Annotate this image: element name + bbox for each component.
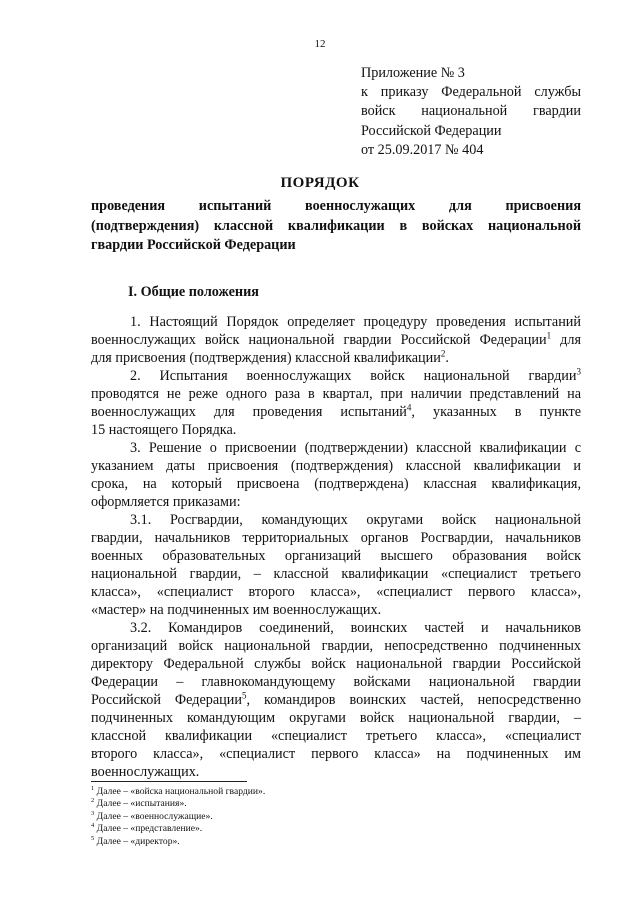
paragraph-3-line: 3. Решение о присвоении (подтверждении) классной квалификации с (130, 440, 581, 456)
footnote: $^3$ Далее – «военнослужащие». (91, 809, 213, 822)
subtitle-line: (подтверждения) классной квалификации в войсках национальной (91, 217, 581, 234)
appendix-line: Российской Федерации (361, 122, 502, 139)
document-subtitle (91, 197, 581, 256)
paragraph-2-line: 2. Испытания военнослужащих войск национальной гвардии$^3$ (130, 367, 581, 384)
footnote-separator (91, 781, 247, 782)
footnote: $^4$ Далее – «представление». (91, 822, 203, 835)
page-number: 12 (314, 38, 326, 50)
paragraph-3-line: указанием даты присвоения (подтверждения) классной квалификации и (91, 458, 581, 474)
subtitle-line: гвардии Российской Федерации (91, 237, 296, 253)
document-title: ПОРЯДОК (280, 175, 360, 191)
appendix-line: Приложение № 3 (361, 65, 465, 81)
footnote-ref: 2 (440, 349, 446, 359)
paragraph-3-1-line: класса», «специалист второго класса», «специалист первого класса», (91, 584, 581, 600)
subtitle-line: проведения испытаний военнослужащих для присвоения (91, 198, 581, 214)
footnote: $^1$ Далее – «войска национальной гвардии». (91, 784, 266, 797)
paragraph-3-1-line: военных образовательных организаций высшего образования войск (91, 548, 581, 564)
paragraph-3-1-line: «мастер» на подчиненных им военнослужащих. (91, 602, 382, 618)
paragraph-2-line: проводятся не реже одного раза в квартал, при наличии представлений на (91, 386, 581, 402)
footnote-ref: 5 (241, 691, 247, 701)
paragraph-3-line: срока, на который присвоена (подтверждена) классная квалификация, (91, 476, 581, 492)
paragraph-3-2-line: классной квалификации «специалист третьего класса», «специалист (91, 728, 581, 744)
paragraph-2-line: 15 настоящего Порядка. (91, 422, 237, 438)
paragraph-3-1-line: национальной гвардии, – классной квалификации «специалист третьего (91, 566, 581, 582)
paragraph-3-line: оформляется приказами: (91, 494, 241, 510)
footnotes (91, 786, 491, 848)
footnote-ref: 3 (576, 367, 581, 377)
paragraph-3-1-line: 3.1. Росгвардии, командующих округами войск национальной (130, 512, 581, 528)
appendix-line: к приказу Федеральной службы (361, 84, 581, 101)
paragraph-3-2-line: второго класса», «специалист первого класса» на подчиненных им (91, 746, 581, 762)
footnote: $^2$ Далее – «испытания». (91, 797, 187, 810)
paragraph-3-2-line: Российской Федерации$^5$, командиров воинских частей, непосредственно (91, 691, 581, 708)
paragraph-3-2-line: директору Федеральной службы войск национальной гвардии Российской (91, 656, 581, 672)
paragraph-3-1-line: гвардии, начальников территориальных органов Росгвардии, начальников (91, 530, 581, 546)
appendix-header (361, 64, 581, 160)
paragraph-3-2-line: подчиненных командующим округами войск национальной гвардии, – (91, 710, 581, 726)
footnote: $^5$ Далее – «директор». (91, 834, 180, 847)
appendix-line: войск национальной гвардии (361, 103, 581, 120)
section-heading: I. Общие положения (128, 284, 259, 300)
paragraph-2-line: военнослужащих для проведения испытаний$^4$, указанных в пункте (91, 403, 581, 420)
paragraph-3-2-line: Федерации – главнокомандующему войсками национальной гвардии (91, 674, 581, 690)
paragraph-1-line: 1. Настоящий Порядок определяет процедуру проведения испытаний (130, 314, 581, 330)
paragraph-3-2-line: военнослужащих. (91, 764, 200, 780)
paragraph-1-line: для присвоения (подтверждения) классной квалификации$^2$. (91, 349, 449, 366)
footnote-ref: 4 (406, 403, 412, 413)
paragraph-3-2-line: организаций войск национальной гвардии, непосредственно подчиненных (91, 638, 581, 654)
paragraph-3-2-line: 3.2. Командиров соединений, воинских частей и начальников (130, 620, 581, 636)
body-text (91, 313, 581, 781)
paragraph-1-line: военнослужащих войск национальной гвардии Российской Федерации$^1$ для (91, 331, 581, 348)
footnote-ref: 1 (546, 331, 552, 341)
appendix-line: от 25.09.2017 № 404 (361, 141, 484, 158)
